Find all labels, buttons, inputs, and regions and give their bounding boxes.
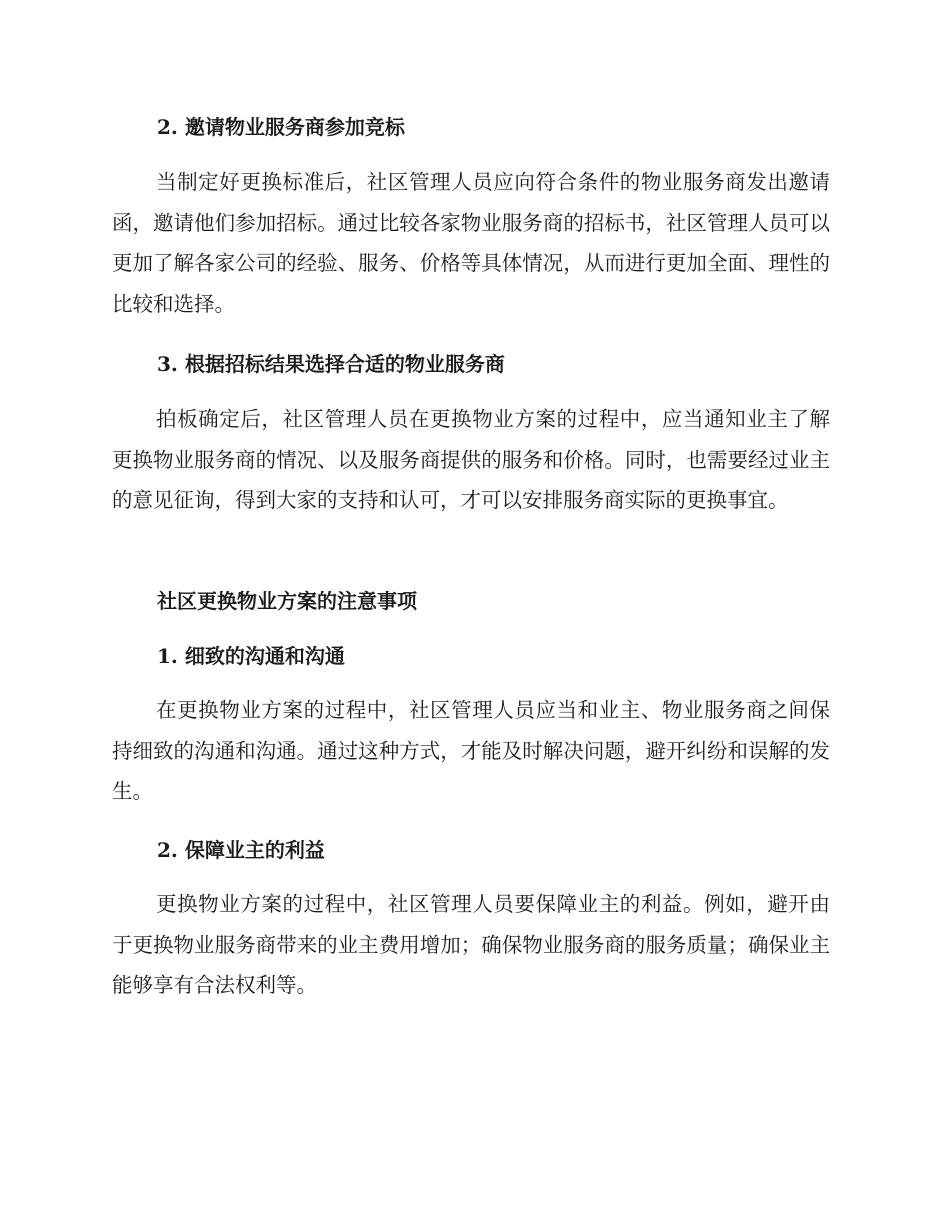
paragraph-select-provider: 拍板确定后，社区管理人员在更换物业方案的过程中，应当通知业主了解更换物业服务商的情况、以及服务商提供的服务和价格。同时，也需要经过业主的意见征询，得到大家的支持和认可，才可以安排服务商实际的更换事宜。 [112, 407, 830, 512]
section-heading-select-provider: 3. 根据招标结果选择合适的物业服务商 [157, 352, 505, 376]
section-heading-invite-bidding: 2. 邀请物业服务商参加竞标 [157, 115, 405, 139]
section-heading-communication: 1. 细致的沟通和沟通 [157, 644, 345, 668]
paragraph-communication: 在更换物业方案的过程中，社区管理人员应当和业主、物业服务商之间保持细致的沟通和沟通。通过这种方式，才能及时解决问题，避开纠纷和误解的发生。 [112, 698, 830, 803]
paragraph-invite-bidding: 当制定好更换标准后，社区管理人员应向符合条件的物业服务商发出邀请函，邀请他们参加招标。通过比较各家物业服务商的招标书，社区管理人员可以更加了解各家公司的经验、服务、价格等具体情况，从而进行更加全面、理性的比较和选择。 [112, 170, 830, 316]
section-heading-owner-interests: 2. 保障业主的利益 [157, 838, 325, 862]
section-heading-precautions: 社区更换物业方案的注意事项 [157, 589, 417, 613]
paragraph-owner-interests: 更换物业方案的过程中，社区管理人员要保障业主的利益。例如，避开由于更换物业服务商带来的业主费用增加；确保物业服务商的服务质量；确保业主能够享有合法权利等。 [112, 892, 830, 997]
